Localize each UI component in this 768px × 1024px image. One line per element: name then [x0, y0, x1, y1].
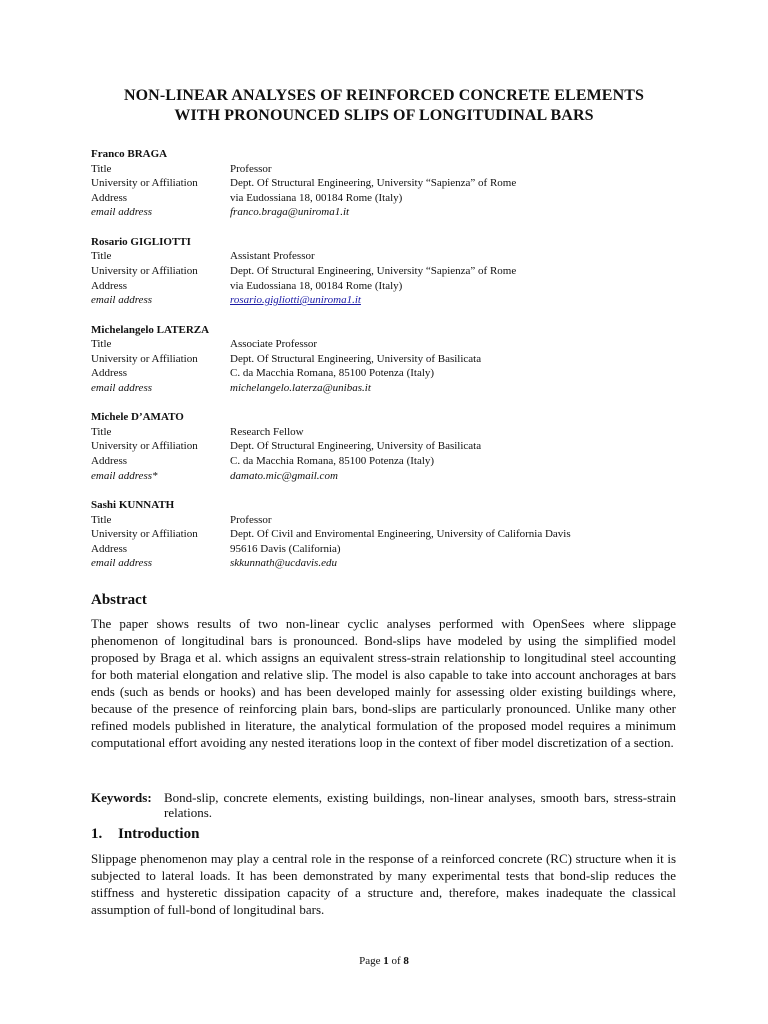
author-affiliation-value: Dept. Of Structural Engineering, University “Sapienza” of Rome	[230, 177, 517, 190]
author-address-row	[91, 279, 691, 294]
author-email-row	[91, 293, 691, 308]
author-email-label: email address	[91, 557, 153, 570]
author-name: Franco BRAGA	[91, 148, 168, 160]
author-email-label: email address	[91, 294, 153, 307]
footer-page-total: 8	[403, 955, 409, 967]
author-email-row	[91, 381, 691, 396]
author-address-row	[91, 191, 691, 206]
author-email-value: skkunnath@ucdavis.edu	[230, 557, 337, 570]
author-affiliation-row	[91, 527, 691, 542]
author-name: Rosario GIGLIOTTI	[91, 235, 191, 248]
author-address-value: C. da Macchia Romana, 85100 Potenza (Italy)	[230, 367, 435, 380]
author-email-label: email address	[91, 206, 153, 219]
author-email-label: email address	[91, 381, 153, 394]
author-name: Michele D’AMATO	[91, 411, 184, 424]
author-title-label: Title	[91, 338, 112, 351]
author-address-value: 95616 Davis (California)	[230, 542, 341, 555]
author-title-label: Title	[91, 513, 112, 526]
author-title-value: Assistant Professor	[230, 250, 315, 263]
keywords-text: Bond-slip, concrete elements, existing buildings, non-linear analyses, smooth bars, stress-strain relations.	[164, 790, 676, 820]
author-address-row	[91, 454, 691, 469]
keywords-label: Keywords:	[91, 790, 152, 805]
author-affiliation-value: Dept. Of Structural Engineering, University of Basilicata	[230, 352, 482, 365]
footer-page-word: Page	[359, 955, 381, 967]
author-list	[91, 147, 691, 586]
author-affiliation-value: Dept. Of Structural Engineering, University “Sapienza” of Rome	[230, 264, 517, 277]
author-address-label: Address	[91, 455, 128, 468]
author-affiliation-row	[91, 264, 691, 279]
footer-of-word: of	[391, 955, 401, 967]
author-email-label: email address*	[91, 469, 158, 482]
author-address-label: Address	[91, 191, 128, 204]
author-block	[91, 323, 691, 396]
author-title-label: Title	[91, 162, 112, 175]
author-affiliation-label: University or Affiliation	[91, 352, 198, 365]
author-address-row	[91, 542, 691, 557]
section-number: 1.	[91, 826, 103, 842]
author-title-value: Research Fellow	[230, 425, 304, 438]
keywords-block	[91, 790, 676, 820]
author-affiliation-label: University or Affiliation	[91, 264, 198, 277]
author-block	[91, 498, 691, 571]
abstract-heading: Abstract	[91, 592, 147, 608]
author-title-row	[91, 425, 691, 440]
author-title-value: Professor	[230, 162, 272, 175]
author-name: Michelangelo LATERZA	[91, 323, 210, 336]
author-affiliation-row	[91, 352, 691, 367]
author-address-label: Address	[91, 367, 128, 380]
introduction-body: Slippage phenomenon may play a central role in the response of a reinforced concrete (RC) structure when it is subjected to lateral loads. It has been demonstrated by many experimental tests that bond-slip reduces the stiffness and hysteretic dissipation capacity of a structure and, therefore, makes inadequate the classical assumption of full-bond of longitudinal bars.	[91, 851, 676, 917]
author-title-row	[91, 249, 691, 264]
author-affiliation-row	[91, 439, 691, 454]
author-email-value: damato.mic@gmail.com	[230, 469, 338, 482]
author-block	[91, 235, 691, 308]
paper-title	[60, 86, 708, 126]
abstract-body: The paper shows results of two non-linear cyclic analyses performed with OpenSees where slippage phenomenon of longitudinal bars is pronounced. Bond-slips have modeled by using the simplified model proposed by Braga et al. which assigns an equivalent stress-strain relationship to longitudinal steel accounting for both material elongation and relative slip. The model is also capable to take into account anchorages at bars ends (such as bends or hooks) and has been developed mainly for assessing older existing buildings where, because of the presence of reinforcing plain bars, bond-slips are particularly pronounced. Unlike many other refined models published in literature, the analytical formulation of the proposed model requires a minimum computational effort avoiding any nested iterations loop in the context of fiber model discretization of a section.	[91, 616, 676, 750]
page-footer	[0, 954, 768, 968]
author-address-row	[91, 366, 691, 381]
section-title: Introduction	[118, 826, 200, 842]
author-affiliation-label: University or Affiliation	[91, 177, 198, 190]
author-affiliation-label: University or Affiliation	[91, 440, 198, 453]
author-address-label: Address	[91, 542, 128, 555]
author-block	[91, 410, 691, 483]
author-affiliation-label: University or Affiliation	[91, 528, 198, 541]
author-title-label: Title	[91, 250, 112, 263]
author-address-value: via Eudossiana 18, 00184 Rome (Italy)	[230, 279, 403, 292]
author-email-row	[91, 556, 691, 571]
section-heading-introduction	[91, 824, 199, 844]
footer-page-current: 1	[383, 955, 389, 967]
author-title-row	[91, 337, 691, 352]
paper-title-line-2: WITH PRONOUNCED SLIPS OF LONGITUDINAL BARS	[174, 107, 594, 124]
author-title-value: Professor	[230, 513, 272, 526]
author-email-value: michelangelo.laterza@unibas.it	[230, 381, 371, 394]
author-affiliation-value: Dept. Of Civil and Enviromental Engineering, University of California Davis	[230, 528, 571, 541]
author-affiliation-value: Dept. Of Structural Engineering, University of Basilicata	[230, 440, 482, 453]
author-title-value: Associate Professor	[230, 338, 318, 351]
author-email-value: franco.braga@uniroma1.it	[230, 206, 350, 219]
paper-title-line-1: NON-LINEAR ANALYSES OF REINFORCED CONCRETE ELEMENTS	[123, 87, 644, 104]
author-title-label: Title	[91, 425, 112, 438]
author-email-row	[91, 205, 691, 220]
author-address-value: via Eudossiana 18, 00184 Rome (Italy)	[230, 191, 403, 204]
author-affiliation-row	[91, 176, 691, 191]
author-block	[91, 147, 691, 220]
author-address-value: C. da Macchia Romana, 85100 Potenza (Italy)	[230, 455, 435, 468]
author-title-row	[91, 162, 691, 177]
author-email-row	[91, 469, 691, 484]
keywords-label-text: Keywords	[91, 790, 148, 805]
author-email-link[interactable]: rosario.gigliotti@uniroma1.it	[230, 294, 361, 307]
author-address-label: Address	[91, 279, 128, 292]
author-title-row	[91, 513, 691, 528]
author-name: Sashi KUNNATH	[91, 499, 175, 512]
